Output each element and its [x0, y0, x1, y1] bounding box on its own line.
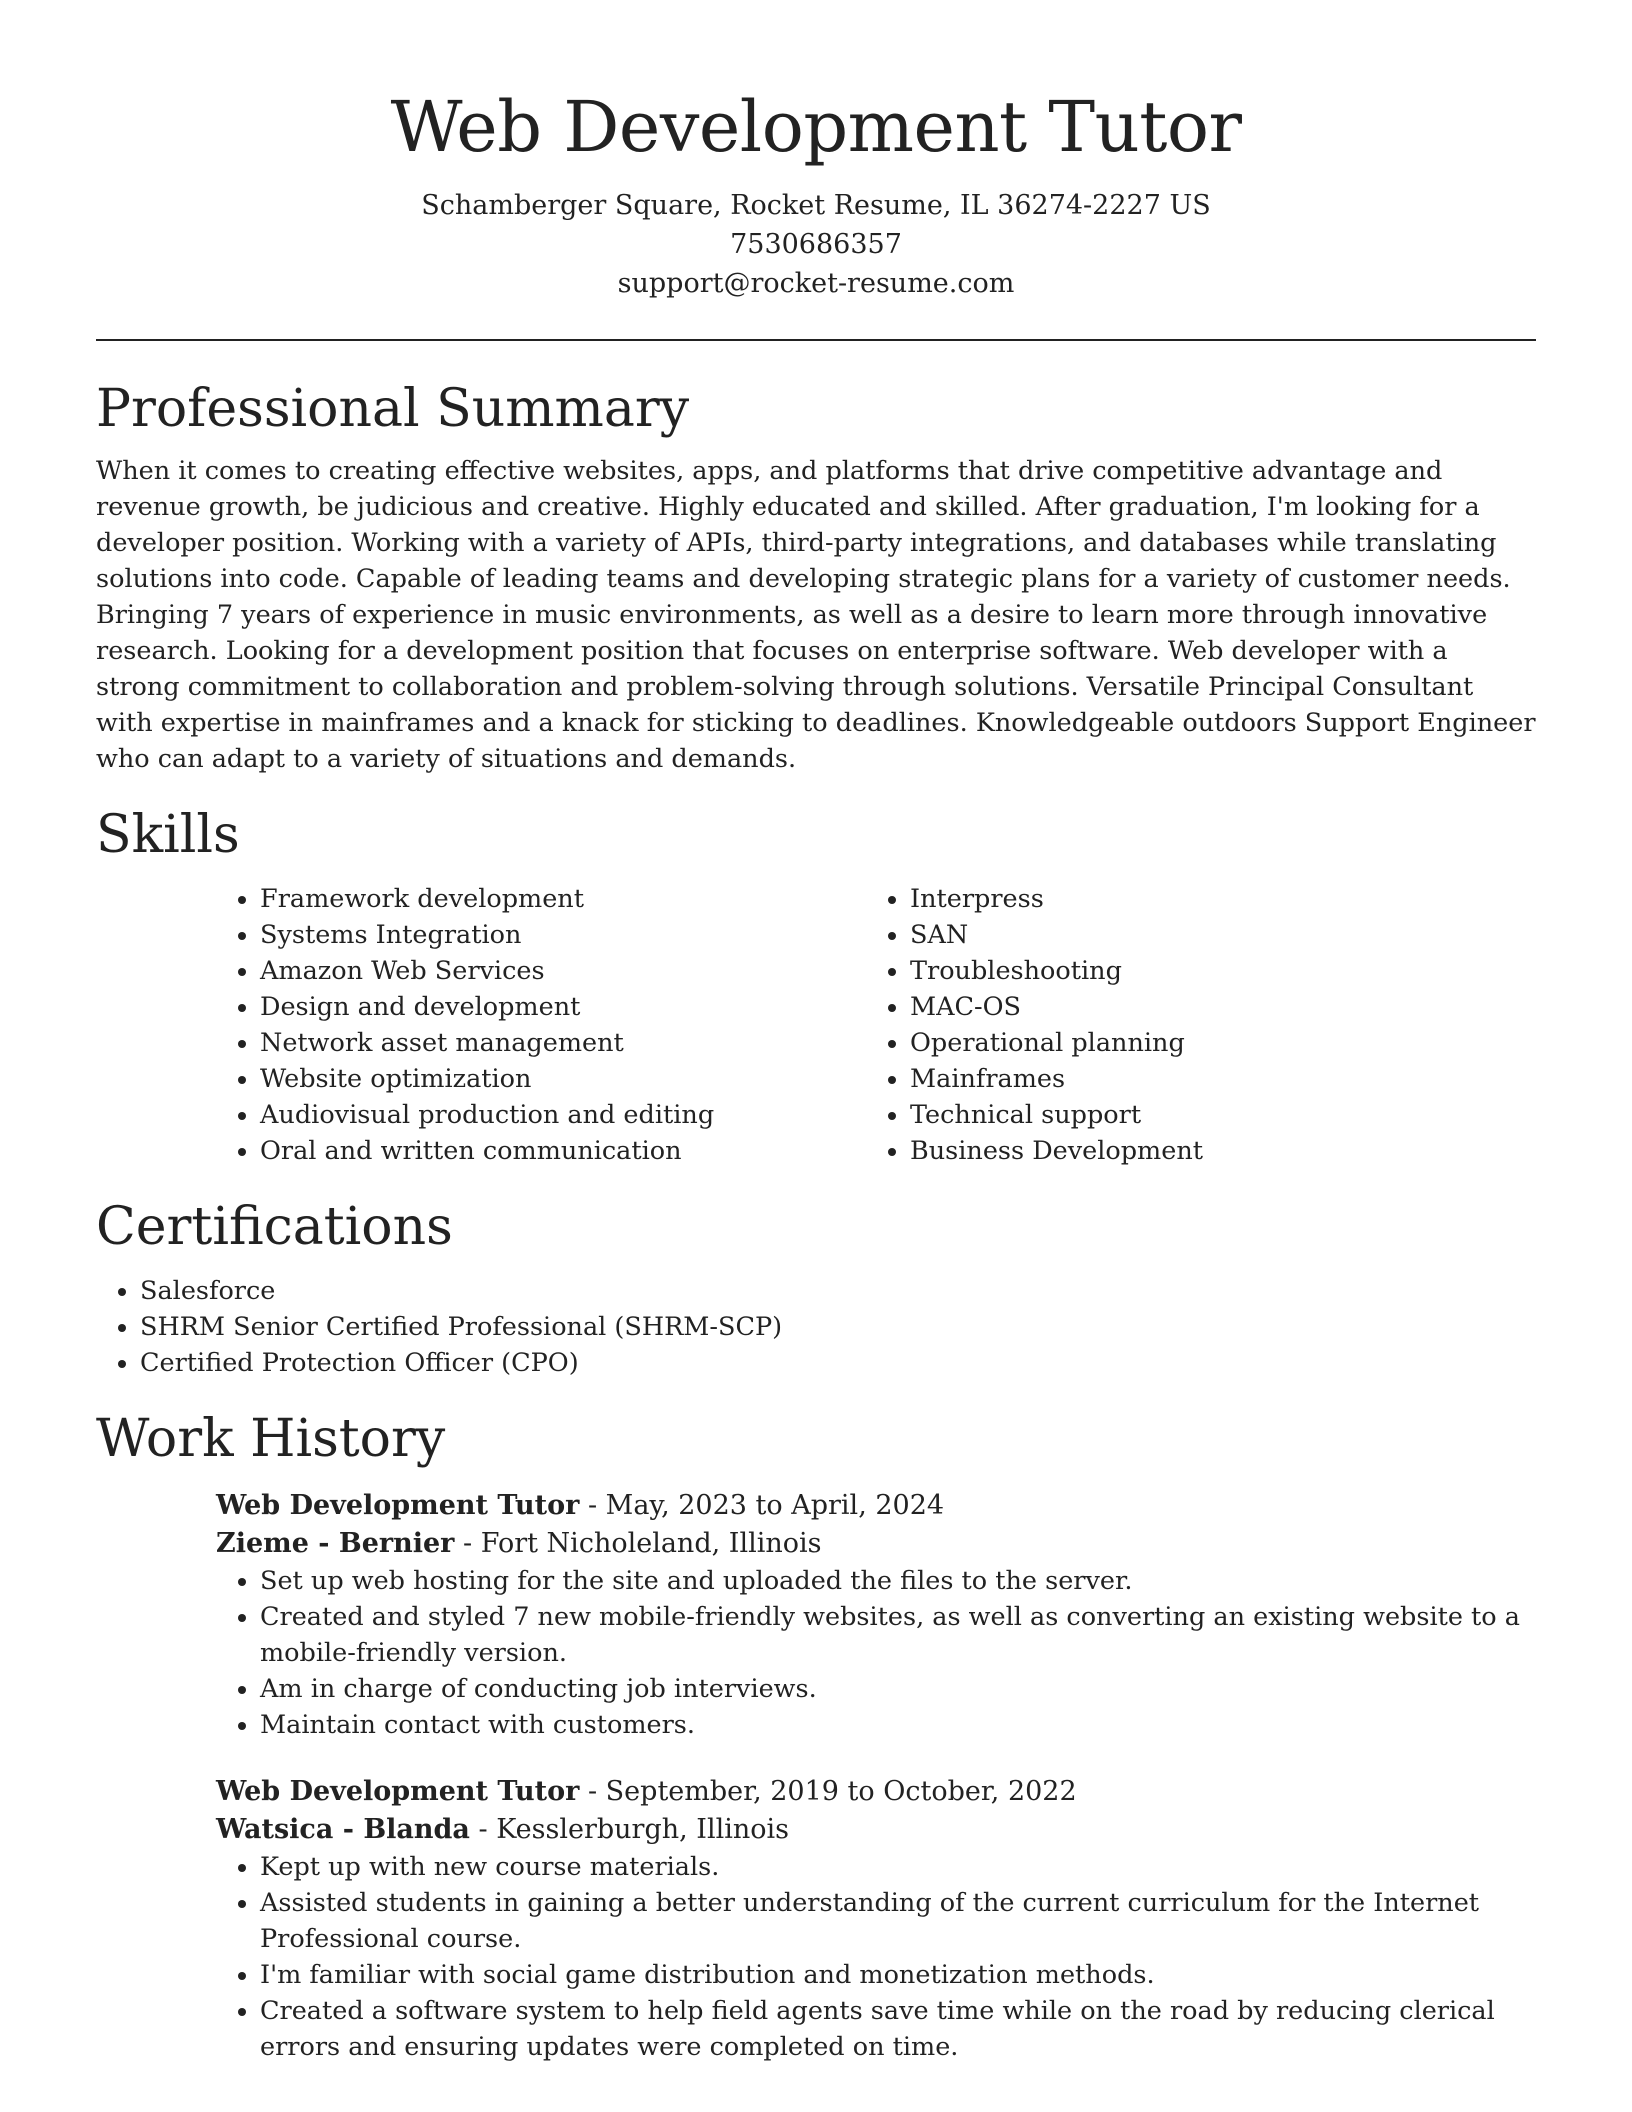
skill-item: • Design and development — [260, 989, 866, 1025]
skills-list-right — [866, 881, 1516, 1169]
certification-item: • Salesforce — [140, 1273, 1536, 1309]
job-dates: - May, 2023 to April, 2024 — [579, 1490, 945, 1521]
job-company-line — [216, 1525, 1536, 1563]
certifications-list — [96, 1273, 1536, 1381]
skills-section — [96, 803, 1536, 1169]
skill-item: • SAN — [910, 917, 1516, 953]
job-bullet: • I'm familiar with social game distribution and monetization methods. — [260, 1957, 1536, 1993]
job-bullet: • Am in charge of conducting job interviews. — [260, 1671, 1536, 1707]
job-bullet: • Set up web hosting for the site and uploaded the files to the server. — [260, 1563, 1536, 1599]
certifications-heading: Certifications — [96, 1197, 453, 1257]
job-bullet: • Created and styled 7 new mobile-friendly websites, as well as converting an existing website to a mobile-friendly version. — [260, 1599, 1536, 1671]
skill-item: • Systems Integration — [260, 917, 866, 953]
job-company: Zieme - Bernier — [216, 1528, 455, 1559]
skill-item: • Operational planning — [910, 1025, 1516, 1061]
candidate-name: Web Development Tutor — [390, 86, 1242, 168]
skill-item: • Network asset management — [260, 1025, 866, 1061]
summary-section — [96, 377, 1536, 777]
job-company-line — [216, 1811, 1536, 1849]
certification-item: • Certified Protection Officer (CPO) — [140, 1345, 1536, 1381]
skill-item: • Website optimization — [260, 1061, 866, 1097]
job-title-line — [216, 1773, 1536, 1811]
contact-email: support@rocket-resume.com — [617, 268, 1015, 299]
contact-phone: 7530686357 — [730, 229, 902, 260]
job-bullet: • Created a software system to help field agents save time while on the road by reducing clerical errors and ensuring updates were completed on time. — [260, 1993, 1536, 2065]
job-bullet: • Kept up with new course materials. — [260, 1849, 1536, 1885]
skill-item: • Audiovisual production and editing — [260, 1097, 866, 1133]
skills-heading: Skills — [96, 805, 240, 865]
skills-grid — [216, 881, 1536, 1169]
skill-item: • Technical support — [910, 1097, 1516, 1133]
job-location: - Kesslerburgh, Illinois — [469, 1814, 789, 1845]
skills-list-left — [216, 881, 866, 1169]
job-role: Web Development Tutor — [216, 1490, 580, 1521]
job-bullet: • Maintain contact with customers. — [260, 1707, 1536, 1743]
skill-item: • Mainframes — [910, 1061, 1516, 1097]
work-history-heading: Work History — [96, 1409, 446, 1469]
skills-column-left — [216, 881, 866, 1169]
work-history-section — [96, 1407, 1536, 2065]
job-bullet-list — [216, 1563, 1536, 1743]
job-entry — [216, 1773, 1536, 2065]
job-bullet: • Assisted students in gaining a better understanding of the current curriculum for the Internet Professional course. — [260, 1885, 1536, 1957]
skill-item: • Interpress — [910, 881, 1516, 917]
job-entry — [216, 1487, 1536, 1743]
contact-block — [96, 186, 1536, 303]
job-title-line — [216, 1487, 1536, 1525]
certifications-section — [96, 1195, 1536, 1381]
job-dates: - September, 2019 to October, 2022 — [579, 1776, 1077, 1807]
job-company: Watsica - Blanda — [216, 1814, 470, 1845]
skill-item: • MAC-OS — [910, 989, 1516, 1025]
job-location: - Fort Nicholeland, Illinois — [454, 1528, 822, 1559]
resume-page — [96, 0, 1536, 2065]
summary-text: When it comes to creating effective websites, apps, and platforms that drive competitive advantage and revenue growth, be judicious and creative. Highly educated and skilled. After graduation, I'm looking for a developer position. Working with a variety of APIs, third-party integrations, and databases while translating solutions into code. Capable of leading teams and developing strategic plans for a variety of customer needs. Bringing 7 years of experience in music environments, as well as a desire to learn more through innovative research. Looking for a development position that focuses on enterprise software. Web developer with a strong commitment to collaboration and problem-solving through solutions. Versatile Principal Consultant with expertise in mainframes and a knack for sticking to deadlines. Knowledgeable outdoors Support Engineer who can adapt to a variety of situations and demands. — [96, 456, 1536, 774]
skill-item: • Framework development — [260, 881, 866, 917]
job-role: Web Development Tutor — [216, 1776, 580, 1807]
header-divider — [96, 339, 1536, 341]
skills-column-right — [866, 881, 1516, 1169]
skill-item: • Oral and written communication — [260, 1133, 866, 1169]
resume-header — [96, 0, 1536, 303]
skill-item: • Troubleshooting — [910, 953, 1516, 989]
summary-heading: Professional Summary — [96, 379, 690, 439]
contact-address: Schamberger Square, Rocket Resume, IL 36274-2227 US — [421, 190, 1211, 221]
certification-item: • SHRM Senior Certified Professional (SHRM-SCP) — [140, 1309, 1536, 1345]
skill-item: • Business Development — [910, 1133, 1516, 1169]
skill-item: • Amazon Web Services — [260, 953, 866, 989]
job-bullet-list — [216, 1849, 1536, 2065]
